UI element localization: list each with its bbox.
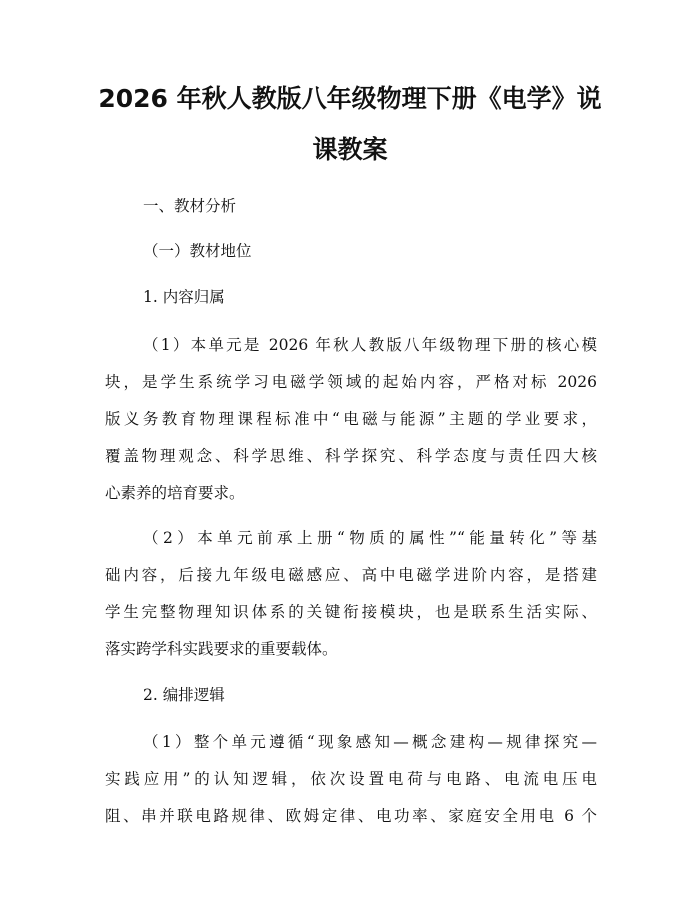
- paragraph-line: 阻、串并联电路规律、欧姆定律、电功率、家庭安全用电 6 个: [105, 807, 597, 825]
- paragraph-line: 版义务教育物理课程标准中“电磁与能源”主题的学业要求，: [105, 410, 597, 428]
- subsection-heading: （一）教材地位: [143, 242, 252, 260]
- section-heading: 一、教材分析: [143, 197, 237, 215]
- document-title-line-1: 2026 年秋人教版八年级物理下册《电学》说: [98, 84, 602, 113]
- item-heading: 1. 内容归属: [143, 288, 225, 306]
- document-title-line-2: 课教案: [312, 135, 388, 164]
- paragraph-line: 实践应用”的认知逻辑，依次设置电荷与电路、电流电压电: [105, 770, 597, 788]
- item-heading: 2. 编排逻辑: [143, 686, 225, 704]
- paragraph-line: 落实跨学科实践要求的重要载体。: [105, 640, 338, 658]
- paragraph-line: 础内容，后接九年级电磁感应、高中电磁学进阶内容，是搭建: [105, 566, 597, 584]
- paragraph-line: 覆盖物理观念、科学思维、科学探究、科学态度与责任四大核: [105, 447, 597, 465]
- paragraph-line: （1）本单元是 2026 年秋人教版八年级物理下册的核心模: [143, 336, 597, 354]
- paragraph-line: （2）本单元前承上册“物质的属性”“能量转化”等基: [143, 529, 597, 547]
- paragraph-line: 心素养的培育要求。: [105, 484, 245, 502]
- paragraph-line: （1）整个单元遵循“现象感知—概念建构—规律探究—: [143, 733, 597, 751]
- paragraph-line: 学生完整物理知识体系的关键衔接模块，也是联系生活实际、: [105, 603, 597, 621]
- paragraph-line: 块，是学生系统学习电磁学领域的起始内容，严格对标 2026: [105, 373, 597, 391]
